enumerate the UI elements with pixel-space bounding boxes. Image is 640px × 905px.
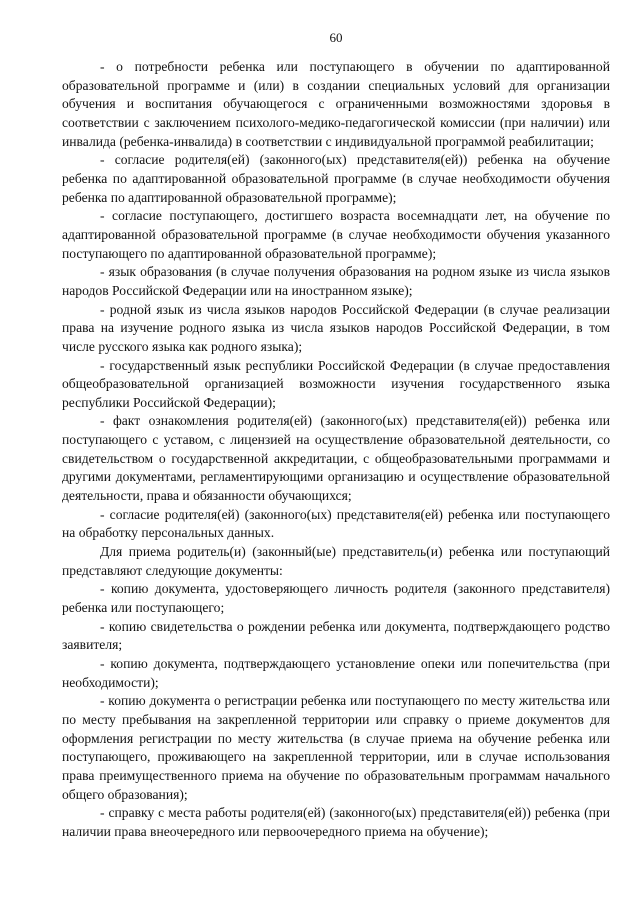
paragraph: - копию документа, подтверждающего установление опеки или попечительства (при необходимости); xyxy=(62,656,610,690)
paragraph: - согласие родителя(ей) (законного(ых) представителя(ей) ребенка или поступающего на обработку персональных данных. xyxy=(62,506,610,541)
paragraph: - копию документа, удостоверяющего личность родителя (законного представителя) ребенка или поступающего; xyxy=(62,581,610,616)
paragraph: - язык образования (в случае получения образования на родном языке из числа языков народов Российской Федерации или на иностранном языке); xyxy=(62,264,610,298)
paragraph: - родной язык из числа языков народов Российской Федерации (в случае реализации права на изучение родного языка из числа языков народов Российской Федерации, в том числе русского языка как родного языка); xyxy=(62,301,610,354)
paragraph: - факт ознакомления родителя(ей) (законного(ых) представителя(ей)) ребенка или поступающего с уставом, с лицензией на осуществление образовательной деятельности, со свидетельством о государственной аккредитации, с общеобразовательными программами и другими документами, регламентирующими организацию и осуществление образовательной деятельности, права и обязанности обучающихся; xyxy=(62,413,610,504)
document-page xyxy=(62,30,610,842)
paragraph: - копию документа о регистрации ребенка или поступающего по месту жительства или по месту пребывания на закрепленной территории или справку о приеме документов для оформления регистрации по месту жительства (в случае приема на обучение ребенка или поступающего, проживающего на закрепленной территории, или в случае использования права преимущественного приема на обучение по образовательным программам начального общего образования); xyxy=(62,693,610,802)
page-number: 60 xyxy=(329,30,343,45)
paragraph: - согласие родителя(ей) (законного(ых) представителя(ей)) ребенка на обучение ребенка по адаптированной образовательной программе (в случае необходимости обучения ребенка по адаптированной образовательной программе); xyxy=(62,152,610,205)
paragraph: - справку с места работы родителя(ей) (законного(ых) представителя(ей)) ребенка (при наличии права внеочередного или первоочередного приема на обучение); xyxy=(62,805,610,839)
paragraph: - согласие поступающего, достигшего возраста восемнадцати лет, на обучение по адаптированной образовательной программе (в случае необходимости обучения указанного поступающего по адаптированной образовательной программе); xyxy=(62,208,610,261)
document-body xyxy=(62,58,610,842)
paragraph: - государственный язык республики Российской Федерации (в случае предоставления общеобразовательной организацией возможности изучения государственного языка республики Российской Федерации); xyxy=(62,357,610,410)
paragraph: - копию свидетельства о рождении ребенка или документа, подтверждающего родство заявителя; xyxy=(62,618,610,653)
paragraph: Для приема родитель(и) (законный(ые) представитель(и) ребенка или поступающий представляют следующие документы: xyxy=(62,544,610,578)
paragraph: - о потребности ребенка или поступающего в обучении по адаптированной образовательной программе и (или) в создании специальных условий для организации обучения и воспитания обучающегося с ограниченными возможностями здоровья в соответствии с заключением психолого-медико-педагогической комиссии (при наличии) или инвалида (ребенка-инвалида) в соответствии с индивидуальной программой реабилитации; xyxy=(62,59,610,149)
